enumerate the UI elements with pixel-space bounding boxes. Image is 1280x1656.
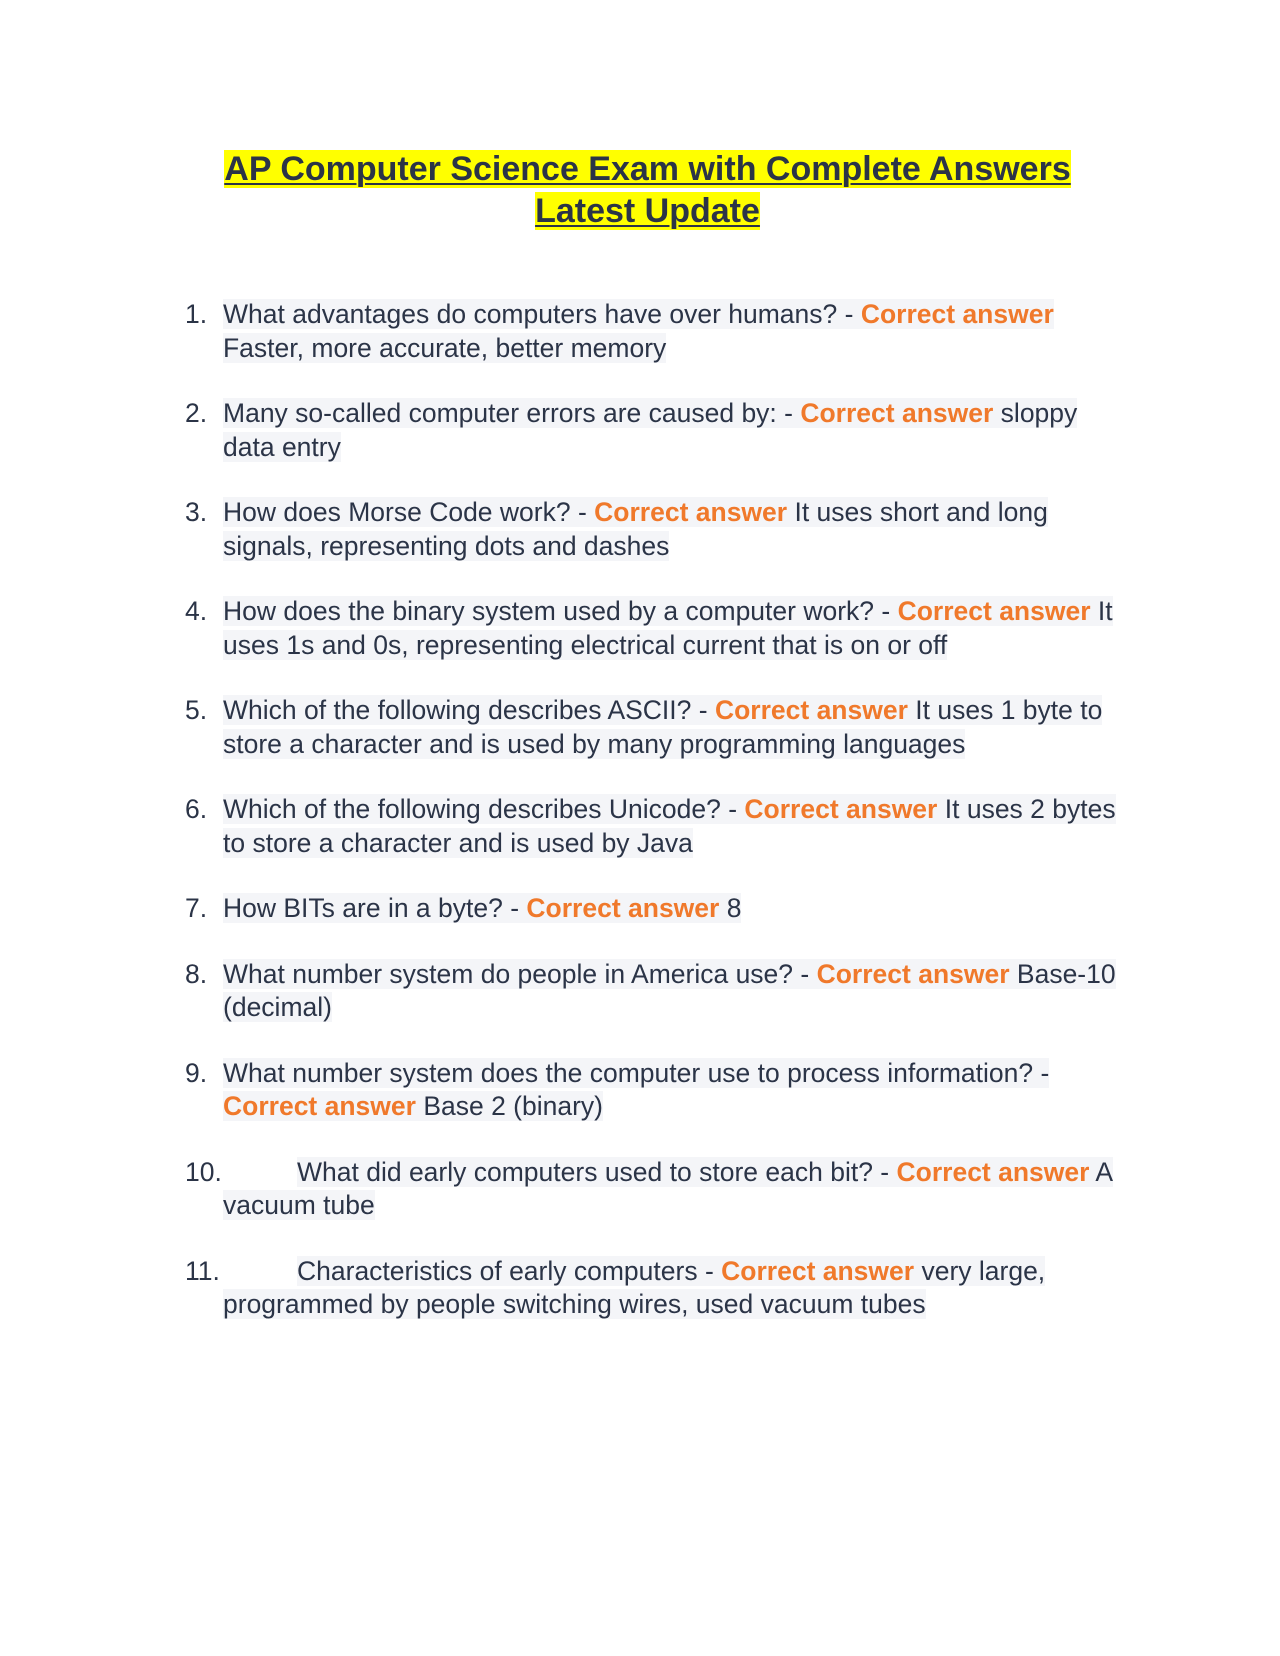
correct-answer-label: Correct answer xyxy=(714,695,908,725)
list-item xyxy=(185,397,1120,464)
question-text: Characteristics of early computers - xyxy=(297,1255,722,1286)
list-item xyxy=(185,496,1120,563)
answer-text: Base 2 (binary) xyxy=(415,1091,604,1121)
item-number: 1. xyxy=(185,299,208,329)
question-text: Which of the following describes Unicode? - xyxy=(223,794,745,824)
question-text: How BITs are in a byte? - xyxy=(223,893,527,923)
question-text: What advantages do computers have over humans? - xyxy=(223,299,861,329)
correct-answer-label: Correct answer xyxy=(800,398,994,428)
item-number: 3. xyxy=(185,497,208,527)
correct-answer-label: Correct answer xyxy=(223,1091,416,1121)
title-line-2: Latest Update xyxy=(535,192,760,230)
correct-answer-label: Correct answer xyxy=(897,596,1091,626)
item-number: 7. xyxy=(185,893,208,923)
list-item xyxy=(185,595,1120,662)
document-title xyxy=(185,148,1110,232)
correct-answer-label: Correct answer xyxy=(526,893,720,923)
answer-text: Base-10 (decimal) xyxy=(223,958,1116,1022)
correct-answer-label: Correct answer xyxy=(744,794,938,824)
question-text: Which of the following describes ASCII? - xyxy=(223,695,715,725)
item-number: 5. xyxy=(185,695,208,725)
answer-text: It uses short and long signals, representing dots and dashes xyxy=(223,497,1048,561)
list-item xyxy=(185,1255,1120,1322)
item-number: 4. xyxy=(185,596,208,626)
question-text: Many so-called computer errors are caused by: - xyxy=(223,398,801,428)
list-item xyxy=(185,1057,1120,1124)
question-text: What number system do people in America use? - xyxy=(223,958,817,989)
list-item xyxy=(185,298,1120,365)
item-number: 2. xyxy=(185,398,208,428)
list-item xyxy=(185,892,1120,926)
item-number: 9. xyxy=(185,1057,208,1088)
question-text: What number system does the computer use to process information? - xyxy=(223,1057,1050,1088)
list-item xyxy=(185,1156,1120,1223)
question-text: How does Morse Code work? - xyxy=(223,497,595,527)
item-number: 8. xyxy=(185,958,208,989)
answer-text: It uses 2 bytes to store a character and is used by Java xyxy=(223,794,1116,858)
question-text: What did early computers used to store each bit? - xyxy=(297,1156,897,1187)
title-line-1: AP Computer Science Exam with Complete Answers xyxy=(224,150,1071,188)
item-number: 11. xyxy=(185,1255,220,1286)
correct-answer-label: Correct answer xyxy=(594,497,788,527)
answer-text: very large, programmed by people switching wires, used vacuum tubes xyxy=(223,1255,1046,1319)
correct-answer-label: Correct answer xyxy=(721,1255,915,1286)
list-item xyxy=(185,694,1120,761)
answer-text: Faster, more accurate, better memory xyxy=(223,332,667,363)
list-item xyxy=(185,958,1120,1025)
answer-text: It uses 1 byte to store a character and is used by many programming languages xyxy=(223,695,1103,759)
question-text: How does the binary system used by a computer work? - xyxy=(223,596,898,626)
correct-answer-label: Correct answer xyxy=(816,958,1010,989)
answer-text: A vacuum tube xyxy=(223,1156,1114,1220)
answer-text: sloppy data entry xyxy=(223,398,1078,462)
correct-answer-label: Correct answer xyxy=(896,1156,1090,1187)
question-answer-list xyxy=(185,298,1120,1354)
list-item xyxy=(185,793,1120,860)
item-number: 6. xyxy=(185,794,208,824)
correct-answer-label: Correct answer xyxy=(860,299,1054,329)
item-number: 10. xyxy=(185,1156,222,1187)
answer-text: It uses 1s and 0s, representing electrical current that is on or off xyxy=(223,596,1113,660)
answer-text: 8 xyxy=(719,893,742,923)
